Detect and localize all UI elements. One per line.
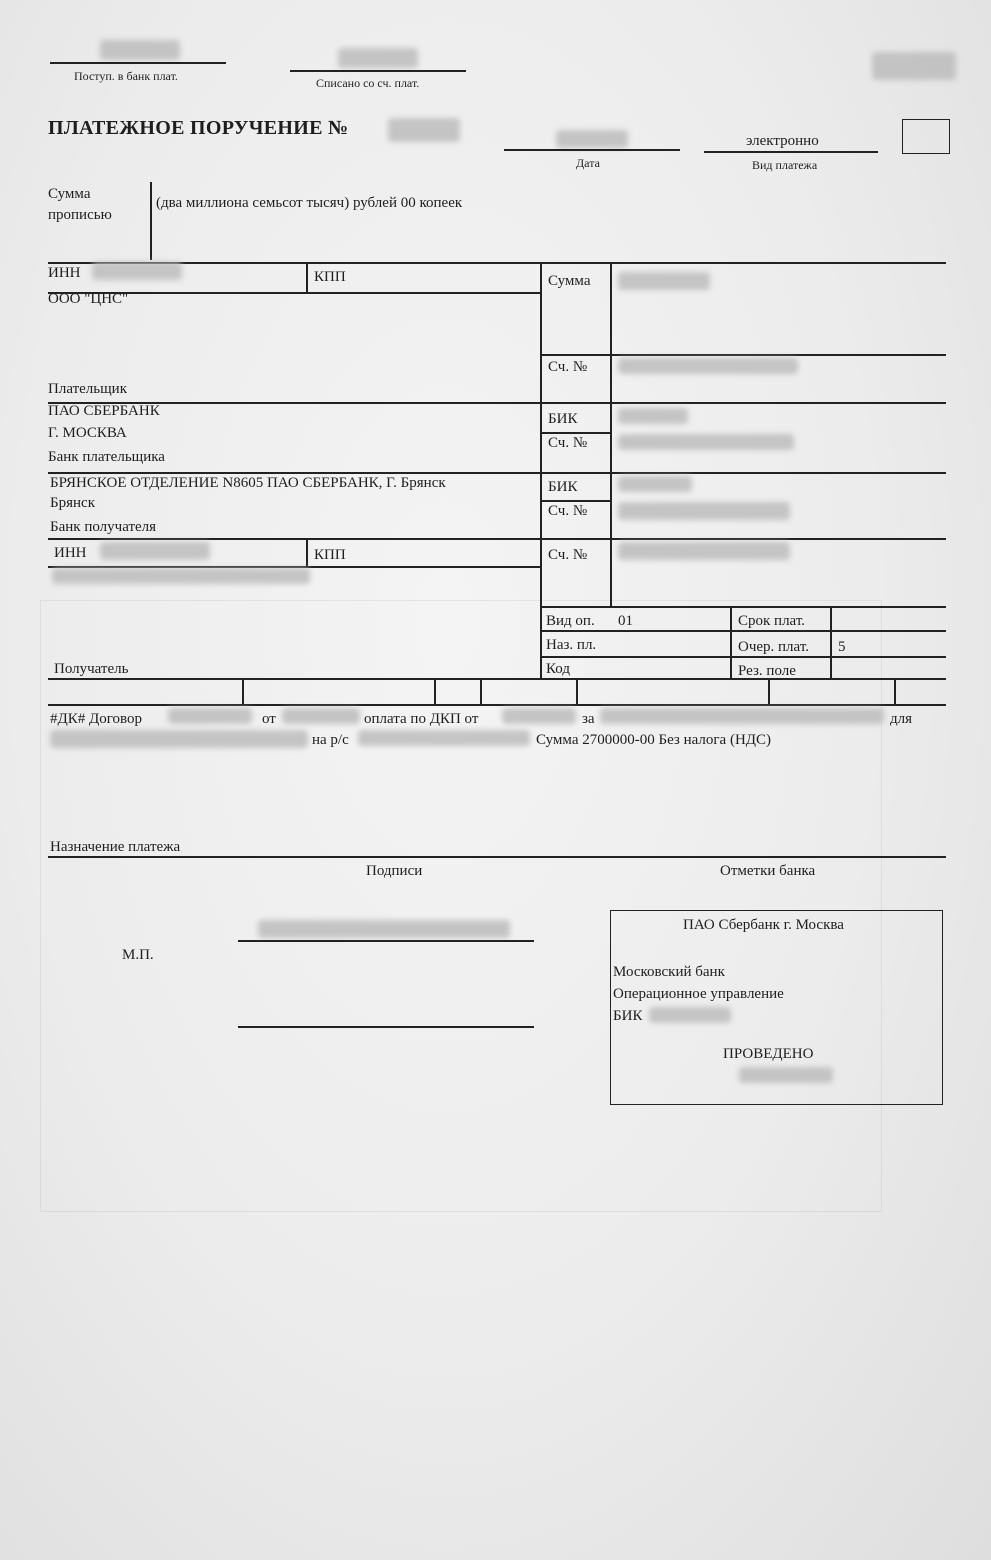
order-value: 5 (838, 639, 846, 655)
payee-inn-kpp-divider (306, 538, 308, 566)
stamp-line3: Операционное управление (613, 986, 784, 1002)
payer-label: Плательщик (48, 381, 127, 397)
redacted-date (556, 130, 628, 148)
tax-cell-4 (576, 678, 578, 704)
optype-divider (730, 606, 732, 678)
redacted-form-code (872, 52, 956, 80)
date-label: Дата (576, 156, 600, 170)
redacted-payee-bank-account (618, 502, 790, 520)
redacted-payee-inn (100, 542, 210, 560)
redacted-subject (600, 708, 884, 724)
order-label: Очер. плат. (738, 639, 809, 655)
redacted-contract-date (282, 708, 360, 724)
redacted-payee-name (52, 568, 310, 584)
payment-type-label: Вид платежа (752, 158, 818, 172)
payer-bank-line2: Г. МОСКВА (48, 425, 127, 441)
row-line-inn (48, 262, 946, 264)
redacted-stamp-date (739, 1067, 833, 1083)
tax-cell-2 (434, 678, 436, 704)
redacted-payer-bank-account (618, 434, 794, 450)
tax-cell-6 (894, 678, 896, 704)
row-line-payee-bank-bottom (48, 538, 946, 540)
amount-words-label-2: прописью (48, 207, 112, 223)
inn-kpp-divider (306, 262, 308, 292)
document-title: ПЛАТЕЖНОЕ ПОРУЧЕНИЕ № (48, 117, 349, 139)
purpose-line1-b: от (262, 711, 276, 727)
debited-label: Списано со сч. плат. (316, 76, 420, 90)
payee-bank-account-label: Сч. № (548, 503, 588, 519)
stamp-line4: БИК (613, 1008, 643, 1024)
stamp-line2: Московский банк (613, 964, 725, 980)
purpose-line1-a: #ДК# Договор (50, 711, 142, 727)
amount-words-value: (два миллиона семьсот тысяч) рублей 00 копеек (156, 195, 463, 211)
purpose-line2-a: на р/с (312, 732, 349, 748)
bank-marks-label: Отметки банка (720, 863, 816, 879)
row-line-payer-bottom (48, 402, 946, 404)
right-col-divider (610, 262, 612, 606)
row-line-optype-bottom (540, 630, 946, 632)
sum-label: Сумма (548, 273, 591, 289)
due-divider (830, 606, 832, 678)
redacted-beneficiary (50, 730, 308, 748)
reserve-label: Рез. поле (738, 663, 796, 679)
payee-label: Получатель (54, 661, 129, 677)
payee-bank-bik-label: БИК (548, 479, 578, 495)
redacted-payee-bank-bik (618, 476, 692, 492)
amount-words-divider (150, 182, 152, 260)
redacted-payer-inn (92, 262, 182, 280)
purpose-line1-e: для (890, 711, 913, 727)
purpose-line1-c: оплата по ДКП от (364, 711, 479, 727)
purpose-line1-d: за (582, 711, 595, 727)
op-type-value: 01 (618, 613, 633, 629)
row-line-optype-top (540, 606, 946, 608)
signature-line-1 (238, 940, 534, 942)
left-col-divider-top (540, 262, 542, 678)
payee-bank-label: Банк получателя (50, 519, 157, 535)
amount-words-label-1: Сумма (48, 186, 91, 202)
payment-code-box (902, 119, 950, 154)
stamp-place-label: М.П. (122, 947, 154, 963)
row-line-tax-top (48, 678, 946, 680)
redacted-received-date (100, 40, 180, 60)
payee-bank-line2: Брянск (50, 495, 95, 511)
received-label: Поступ. в банк плат. (74, 69, 178, 83)
debited-line (290, 70, 466, 72)
date-line (504, 149, 680, 151)
bank-stamp (610, 910, 943, 1105)
payer-account-label: Сч. № (548, 359, 588, 375)
payer-name: ООО "ЦНС" (48, 291, 129, 307)
redacted-account-number (358, 730, 530, 746)
payer-kpp-label: КПП (314, 269, 346, 285)
payee-account-label: Сч. № (548, 547, 588, 563)
payment-type-value: электронно (746, 133, 819, 149)
redacted-signatory-name (258, 920, 510, 938)
payer-bank-label: Банк плательщика (48, 449, 165, 465)
redacted-debited-date (338, 48, 418, 68)
payer-inn-label: ИНН (48, 265, 81, 281)
redacted-payer-account (618, 358, 798, 374)
code-label: Код (546, 661, 570, 677)
op-type-label: Вид оп. (546, 613, 595, 629)
due-label: Срок плат. (738, 613, 806, 629)
payee-kpp-label: КПП (314, 547, 346, 563)
redacted-payer-bank-bik (618, 408, 688, 424)
row-line-purpose-bottom (48, 856, 946, 858)
received-line (50, 62, 226, 64)
redacted-stamp-bik (649, 1007, 731, 1023)
tax-cell-1 (242, 678, 244, 704)
row-line-purpose-code-bottom (540, 656, 946, 658)
row-line-tax-bottom (48, 704, 946, 706)
payer-bank-bik-label: БИК (548, 411, 578, 427)
payee-bank-line1: БРЯНСКОЕ ОТДЕЛЕНИЕ N8605 ПАО СБЕРБАНК, Г. Брянск (50, 475, 446, 491)
payee-inn-label: ИНН (54, 545, 87, 561)
ghost-table (40, 600, 882, 1212)
redacted-order-number (388, 118, 460, 142)
stamp-line5: ПРОВЕДЕНО (723, 1046, 814, 1062)
signature-line-2 (238, 1026, 534, 1028)
redacted-dkp-date (502, 708, 576, 724)
purpose-line2-b: Сумма 2700000-00 Без налога (НДС) (536, 732, 772, 748)
payment-type-line (704, 151, 878, 153)
payer-bank-line1: ПАО СБЕРБАНК (48, 403, 160, 419)
row-line-sum-bottom (540, 354, 946, 356)
redacted-payee-account (618, 542, 790, 560)
tax-cell-3 (480, 678, 482, 704)
purpose-code-label: Наз. пл. (546, 637, 597, 653)
purpose-label: Назначение платежа (50, 839, 181, 855)
stamp-line1: ПАО Сбербанк г. Москва (683, 917, 844, 933)
payer-bank-account-label: Сч. № (548, 435, 588, 451)
signatures-label: Подписи (366, 863, 423, 879)
redacted-contract-number (168, 708, 252, 724)
redacted-sum (618, 272, 710, 290)
tax-cell-5 (768, 678, 770, 704)
